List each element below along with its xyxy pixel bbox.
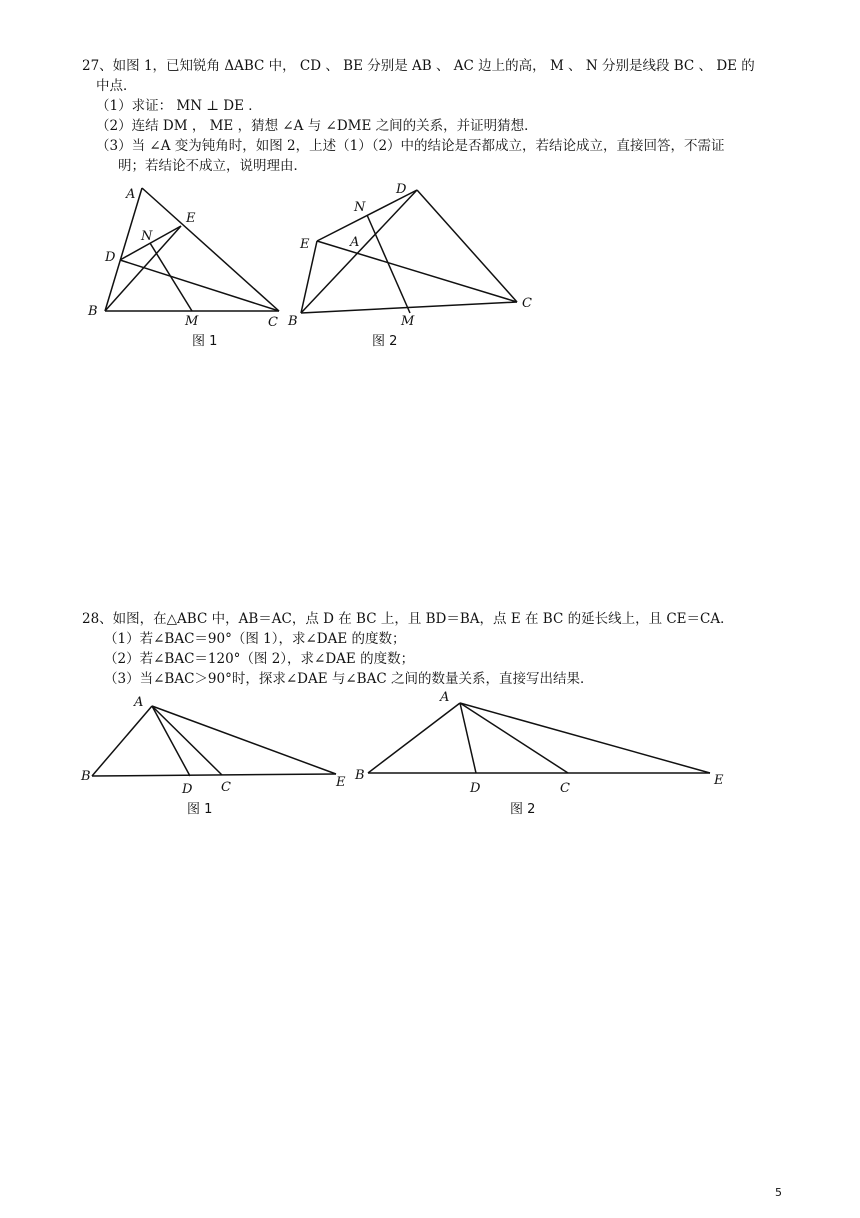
q28-part3: （3）当∠BAC＞90°时，探求∠DAE 与∠BAC 之间的数量关系，直接写出结果．	[104, 671, 594, 687]
label-B: B	[355, 768, 365, 783]
label-E: E	[714, 773, 724, 788]
label-D: D	[470, 781, 481, 796]
label-D: D	[182, 782, 193, 797]
label-C: C	[221, 780, 231, 795]
segment-AB	[92, 706, 152, 776]
label-N: N	[354, 200, 366, 215]
label-M: M	[401, 314, 415, 329]
label-A: A	[134, 695, 144, 710]
q28-figure-1-caption: 图 1	[187, 802, 213, 817]
segment-BE	[92, 774, 336, 776]
label-B: B	[88, 304, 98, 319]
q28-part2: （2）若∠BAC＝120°（图 2），求∠DAE 的度数；	[104, 651, 415, 667]
q28-stem: 28、如图，在△ABC 中，AB＝AC，点 D 在 BC 上，且 BD＝BA，点 E 在 BC 的延长线上，且 CE＝CA．	[82, 611, 734, 627]
q27-figure-2-caption: 图 2	[372, 334, 398, 349]
q27-figure-1	[80, 180, 290, 330]
segment-MN	[150, 243, 192, 311]
segment-AD	[460, 703, 476, 773]
q27-figure-2	[280, 178, 550, 330]
label-C: C	[522, 296, 532, 311]
q28-part1: （1）若∠BAC＝90°（图 1），求∠DAE 的度数；	[104, 631, 406, 647]
segment-AE	[152, 706, 336, 774]
label-N: N	[141, 229, 153, 244]
label-A: A	[350, 235, 360, 250]
segment-DC	[417, 190, 517, 302]
segment-AB	[368, 703, 460, 773]
q27-part3-line1: （3）当 ∠A 变为钝角时，如图 2，上述（1）（2）中的结论是否都成立，若结论成立，直接回答，不需证	[96, 138, 725, 154]
label-E: E	[336, 775, 346, 790]
label-M: M	[185, 314, 199, 329]
label-B: B	[288, 314, 298, 329]
label-A: A	[126, 187, 136, 202]
label-C: C	[560, 781, 570, 796]
segment-AC	[142, 188, 279, 311]
label-D: D	[105, 250, 116, 265]
q28-figure-1	[76, 690, 360, 800]
segment-AC	[460, 703, 568, 773]
q27-stem-line1: 27、如图 1，已知锐角 ΔABC 中， CD 、 BE 分别是 AB 、 AC 边上的高， M 、 N 分别是线段 BC 、 DE 的	[82, 58, 755, 74]
segment-EC	[317, 241, 517, 302]
label-C: C	[268, 315, 278, 330]
segment-AE	[460, 703, 710, 773]
label-B: B	[81, 769, 91, 784]
segment-AD	[152, 706, 190, 776]
q27-stem-line2: 中点．	[96, 78, 137, 94]
q27-part3-line2: 明；若结论不成立，说明理由．	[118, 158, 307, 174]
q27-part1: （1）求证： MN ⊥ DE ．	[96, 98, 262, 114]
q28-figure-2-caption: 图 2	[510, 802, 536, 817]
q27-part2: （2）连结 DM ， ME ，猜想 ∠A 与 ∠DME 之间的关系，并证明猜想．	[96, 118, 538, 134]
q27-figure-1-caption: 图 1	[192, 334, 218, 349]
page-number: 5	[775, 1186, 782, 1199]
label-E: E	[186, 211, 196, 226]
segment-AC	[152, 706, 222, 775]
label-E: E	[300, 237, 310, 252]
segment-NM	[367, 215, 410, 313]
q28-figure-2	[350, 686, 740, 798]
label-A: A	[440, 690, 450, 705]
label-D: D	[396, 182, 407, 197]
